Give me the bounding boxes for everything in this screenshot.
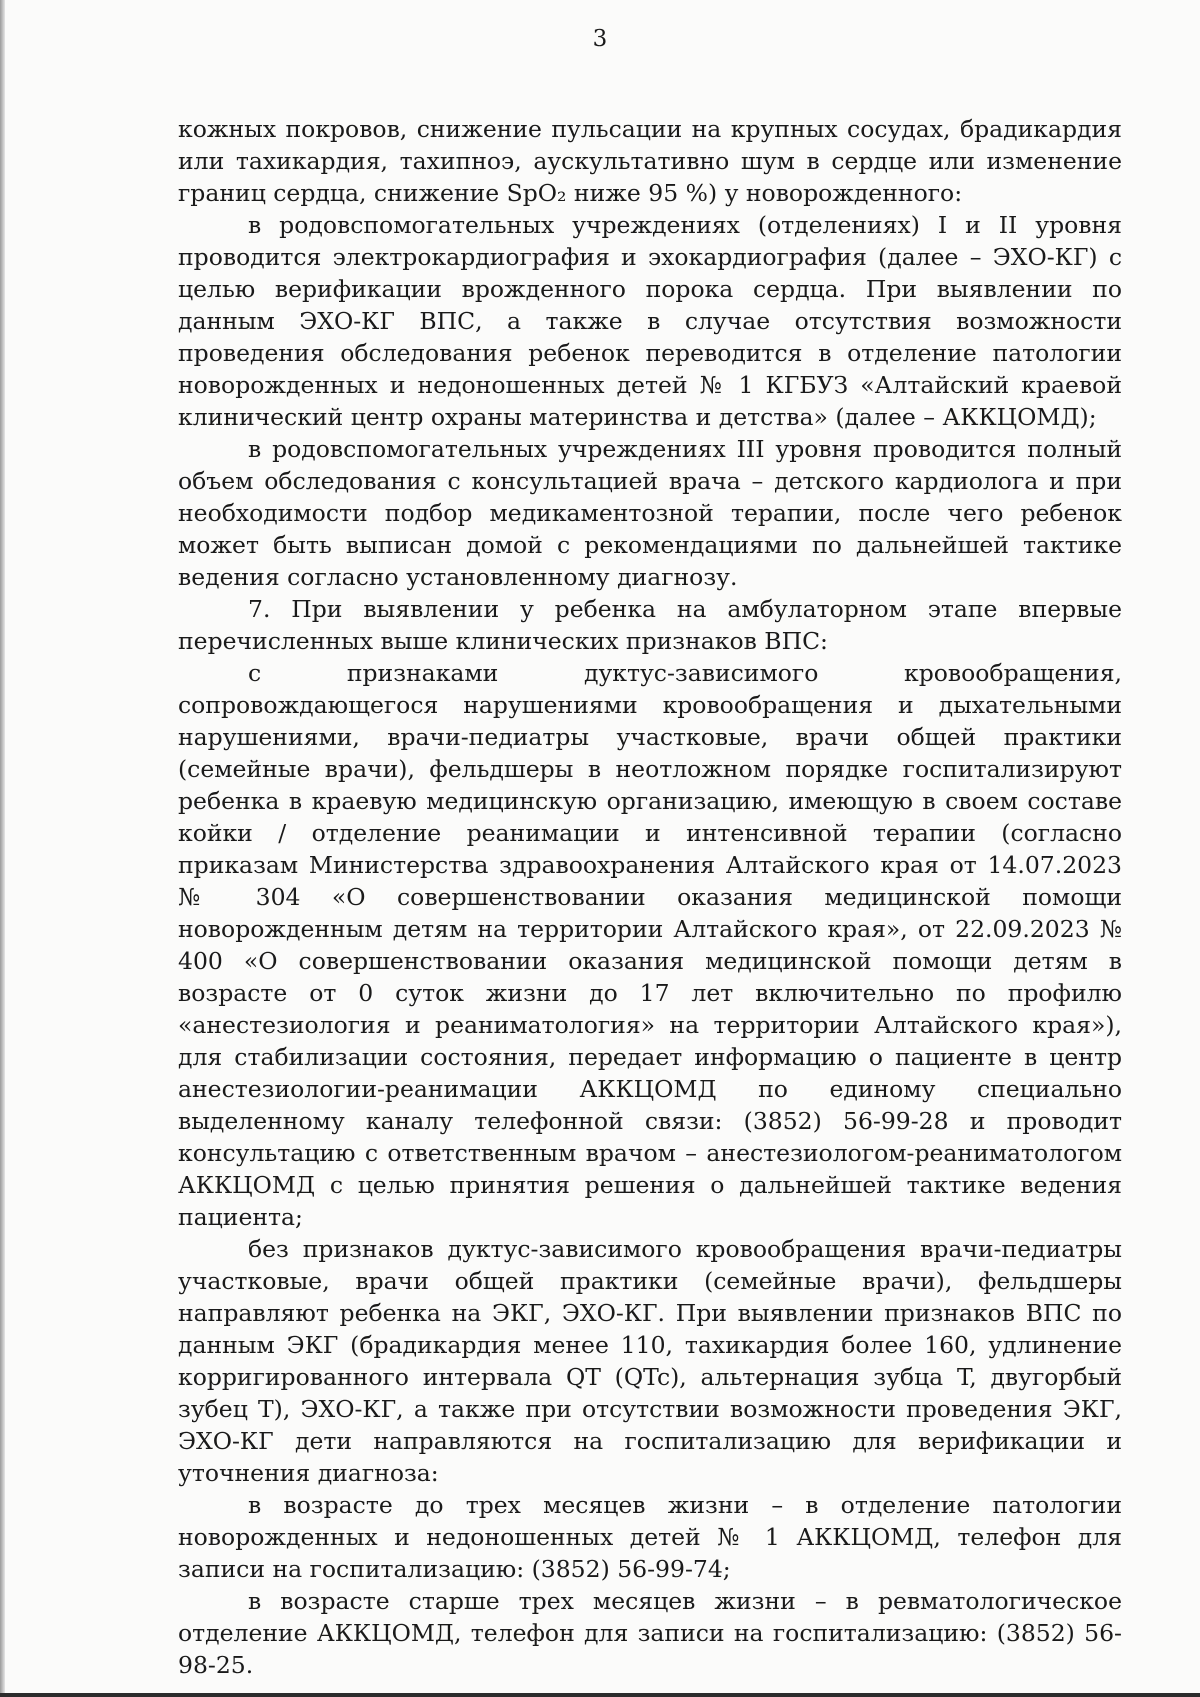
paragraph-3: в родовспомогательных учреждениях III уровня проводится полный объем обследования с консультацией врача – детского кардиолога и при необходимости подбор медикаментозной терапии, после чего ребенок может быть выписан домой с рекомендациями по дальнейшей тактике ведения согласно установленному диагнозу. <box>178 435 1122 591</box>
paragraph-1: кожных покровов, снижение пульсации на крупных сосудах, брадикардия или тахикардия, тахипноэ, аускультативно шум в сердце или изменение границ сердца, снижение SpO₂ ниже 95 %) у новорожденного: <box>178 115 1122 207</box>
paragraph-7: в возрасте до трех месяцев жизни – в отделение патологии новорожденных и недоношенных детей № 1 АККЦОМД, телефон для записи на госпитализацию: (3852) 56-99-74; <box>178 1491 1122 1583</box>
document-body <box>178 113 1122 1681</box>
page-number: 3 <box>592 26 608 52</box>
paragraph-6: без признаков дуктус-зависимого кровообращения врачи-педиатры участковые, врачи общей практики (семейные врачи), фельдшеры направляют ребенка на ЭКГ, ЭХО-КГ. При выявлении признаков ВПС по данным ЭКГ (брадикардия менее 110, тахикардия более 160, удлинение корригированного интервала QT (QTc), альтернация зубца T, двугорбый зубец T), ЭХО-КГ, а также при отсутствии возможности проведения ЭКГ, ЭХО-КГ дети направляются на госпитализацию для верификации и уточнения диагноза: <box>178 1235 1122 1487</box>
paragraph-5: с признаками дуктус-зависимого кровообращения, сопровождающегося нарушениями кровообращения и дыхательными нарушениями, врачи-педиатры участковые, врачи общей практики (семейные врачи), фельдшеры в неотложном порядке госпитализируют ребенка в краевую медицинскую организацию, имеющую в своем составе койки / отделение реанимации и интенсивной терапии (согласно приказам Министерства здравоохранения Алтайского края от 14.07.2023 № 304 «О совершенствовании оказания медицинской помощи новорожденным детям на территории Алтайского края», от 22.09.2023 № 400 «О совершенствовании оказания медицинской помощи детям в возрасте от 0 суток жизни до 17 лет включительно по профилю «анестезиология и реаниматология» на территории Алтайского края»), для стабилизации состояния, передает информацию о пациенте в центр анестезиологии-реанимации АККЦОМД по единому специально выделенному каналу телефонной связи: (3852) 56-99-28 и проводит консультацию с ответственным врачом – анестезиологом-реаниматологом АККЦОМД с целью принятия решения о дальнейшей тактике ведения пациента; <box>178 659 1122 1231</box>
paragraph-4: 7. При выявлении у ребенка на амбулаторном этапе впервые перечисленных выше клинических признаков ВПС: <box>178 595 1122 655</box>
paragraph-8: в возрасте старше трех месяцев жизни – в ревматологическое отделение АККЦОМД, телефон для записи на госпитализацию: (3852) 56-98-25. <box>178 1587 1122 1679</box>
scan-edge-left <box>0 0 5 1697</box>
scan-edge-bottom <box>0 1693 1200 1697</box>
paragraph-2: в родовспомогательных учреждениях (отделениях) I и II уровня проводится электрокардиография и эхокардиография (далее – ЭХО-КГ) с целью верификации врожденного порока сердца. При выявлении по данным ЭХО-КГ ВПС, а также в случае отсутствия возможности проведения обследования ребенок переводится в отделение патологии новорожденных и недоношенных детей № 1 КГБУЗ «Алтайский краевой клинический центр охраны материнства и детства» (далее – АККЦОМД); <box>178 211 1122 431</box>
